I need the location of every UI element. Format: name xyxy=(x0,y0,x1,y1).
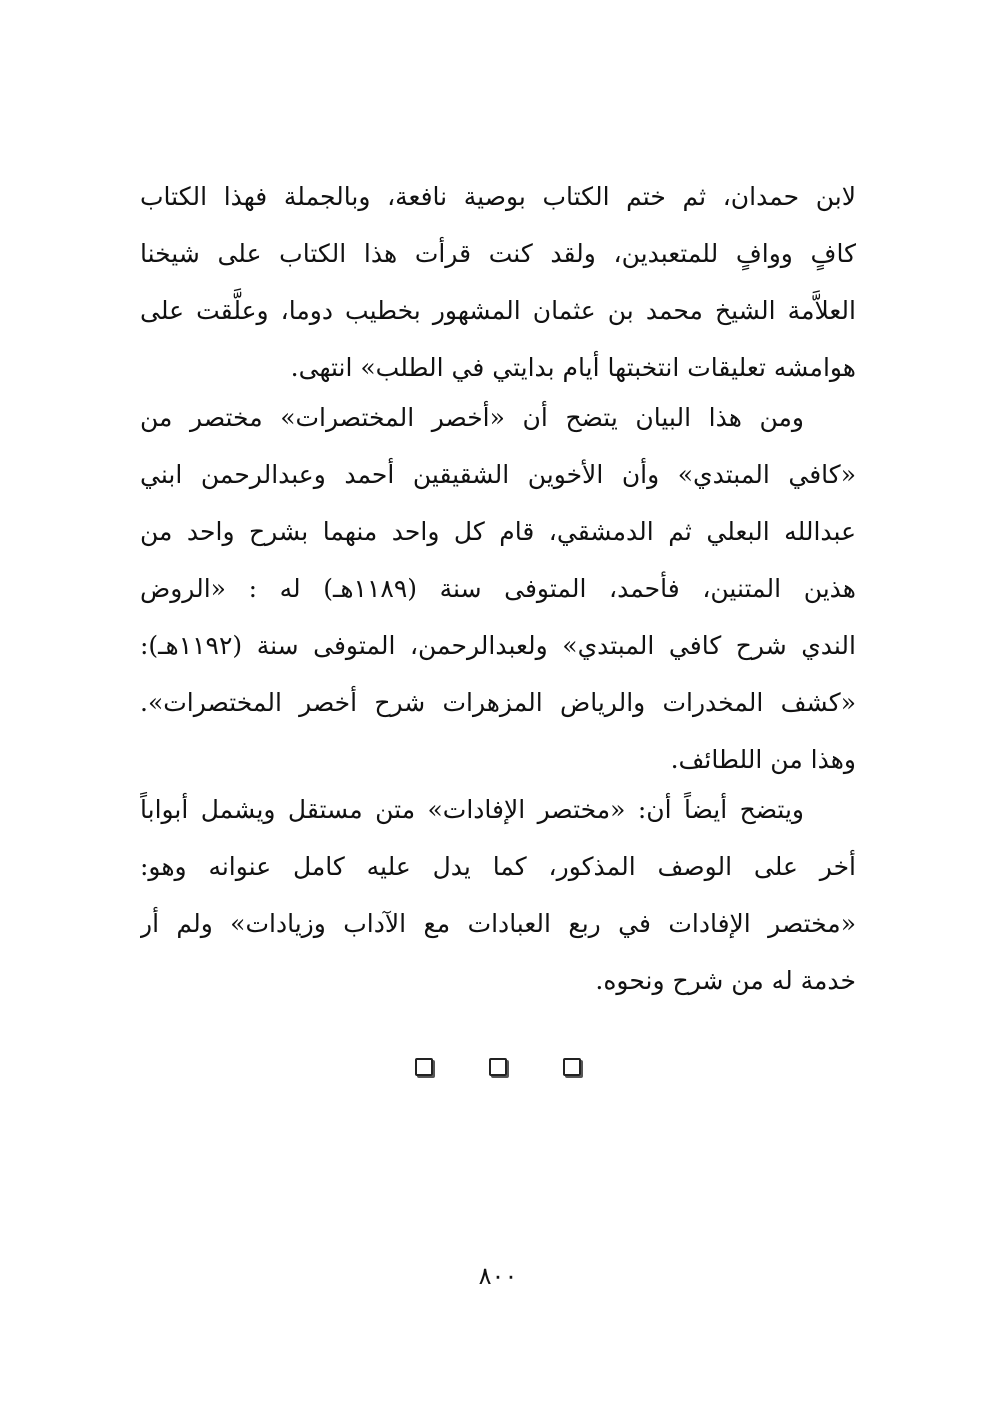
text-line: أخر على الوصف المذكور، كما يدل عليه كامل عنوانه وهو: xyxy=(140,852,856,881)
text-line: الندي شرح كافي المبتدي» ولعبدالرحمن، المتوفى سنة (١١٩٢هـ): xyxy=(140,631,856,660)
text-line: لابن حمدان، ثم ختم الكتاب بوصية نافعة، وبالجملة فهذا الكتاب xyxy=(140,182,856,211)
square-box-icon xyxy=(415,1058,433,1076)
paragraph-1 xyxy=(140,168,856,396)
square-box-icon xyxy=(563,1058,581,1076)
square-box-icon xyxy=(489,1058,507,1076)
text-line: العلاَّمة الشيخ محمد بن عثمان المشهور بخطيب دوما، وعلَّقت على xyxy=(140,296,856,325)
paragraph-3 xyxy=(140,781,856,1009)
text-line: خدمة له من شرح ونحوه. xyxy=(595,966,856,995)
text-line: «مختصر الإفادات في ربع العبادات مع الآداب وزيادات» ولم أر xyxy=(140,909,856,938)
text-line: ومن هذا البيان يتضح أن «أخصر المختصرات» مختصر من xyxy=(140,403,804,432)
paragraph-2 xyxy=(140,389,856,788)
text-line: كافٍ ووافٍ للمتعبدين، ولقد كنت قرأت هذا الكتاب على شيخنا xyxy=(140,239,856,268)
text-line: هذين المتنين، فأحمد، المتوفى سنة (١١٨٩هـ) له : «الروض xyxy=(140,574,856,603)
text-line: عبدالله البعلي ثم الدمشقي، قام كل واحد منهما بشرح واحد من xyxy=(140,517,856,546)
text-line: «كافي المبتدي» وأن الأخوين الشقيقين أحمد وعبدالرحمن ابني xyxy=(140,460,856,489)
section-ornament xyxy=(0,1058,996,1076)
text-line: وهذا من اللطائف. xyxy=(670,745,856,774)
page-number: ٨٠٠ xyxy=(478,1262,518,1290)
text-line: «كشف المخدرات والرياض المزهرات شرح أخصر المختصرات». xyxy=(140,688,856,717)
text-line: هوامشه تعليقات انتخبتها أيام بدايتي في الطلب» انتهى. xyxy=(290,353,856,382)
text-line: ويتضح أيضاً أن: «مختصر الإفادات» متن مستقل ويشمل أبواباً xyxy=(140,795,804,824)
